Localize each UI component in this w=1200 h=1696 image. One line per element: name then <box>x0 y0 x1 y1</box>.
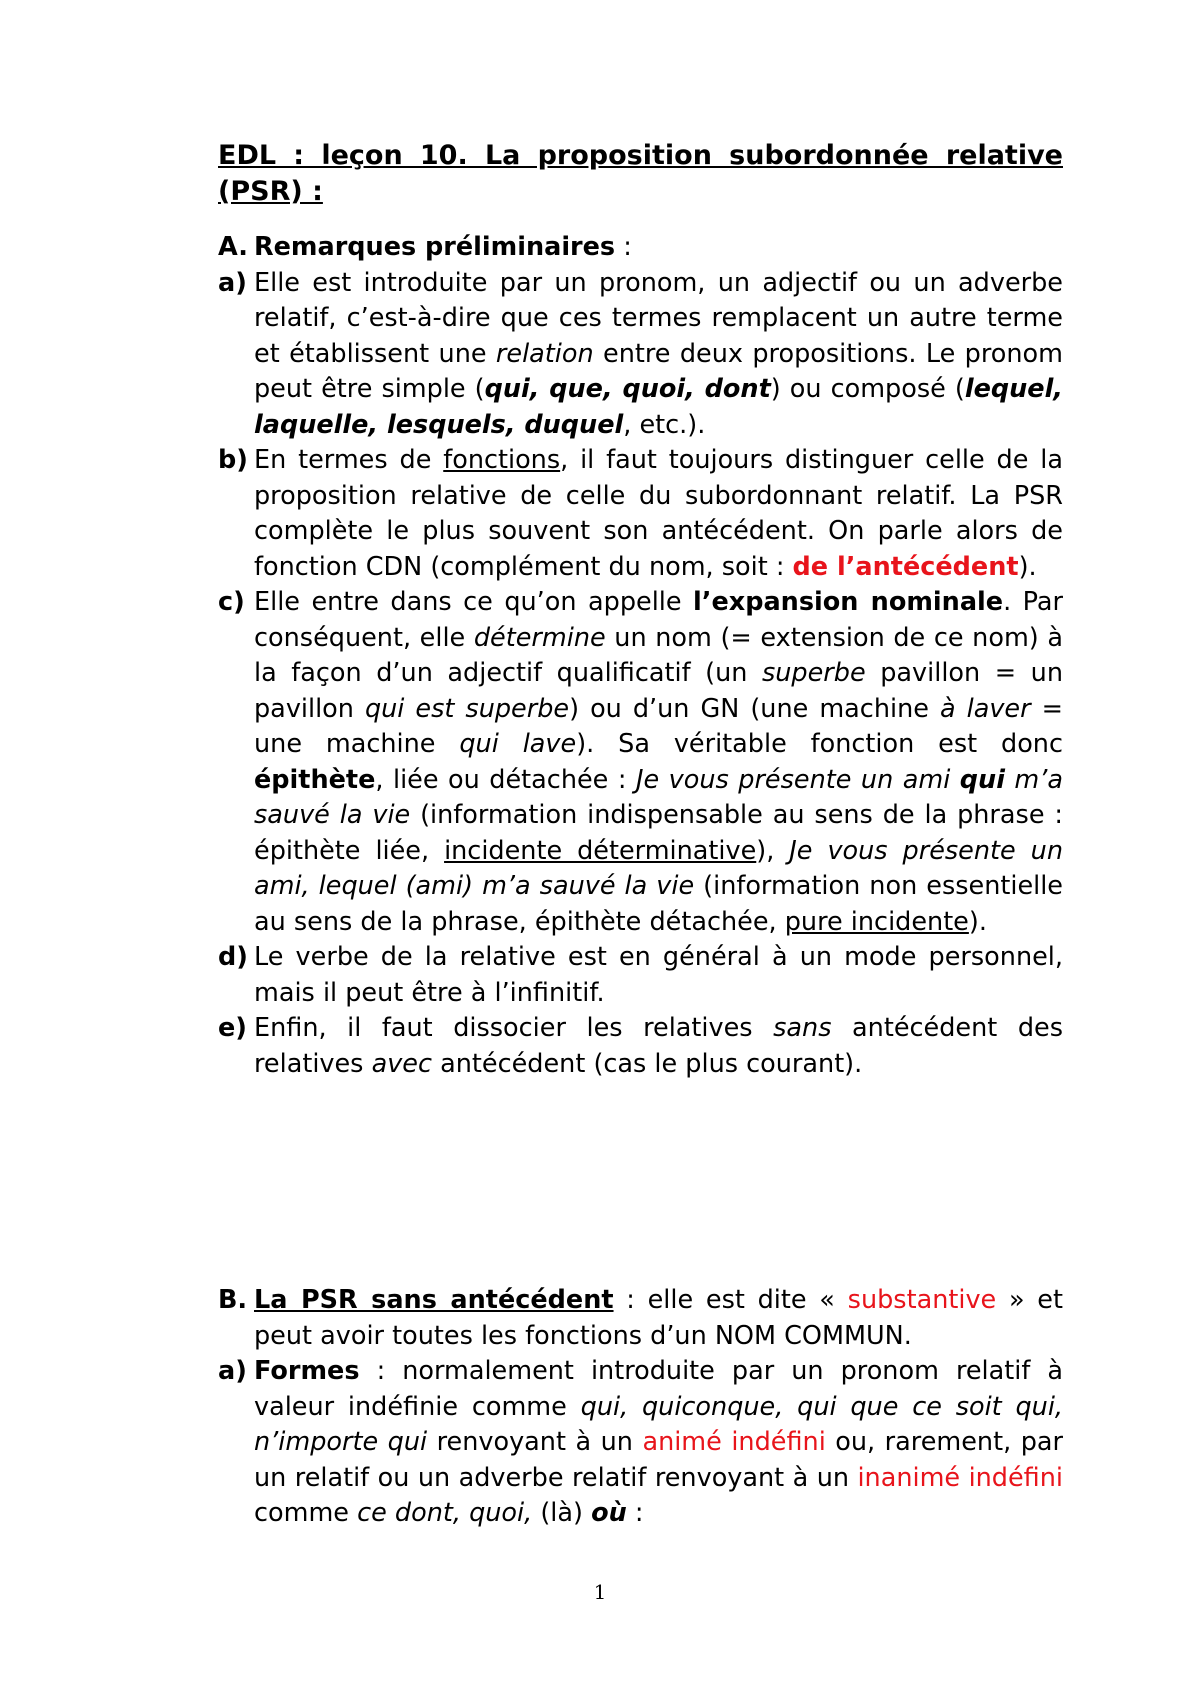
text-run: Enfin, il faut dissocier les relatives <box>254 1013 774 1043</box>
section-a <box>218 230 1063 1082</box>
text-run-underlined: pure incidente <box>784 906 969 937</box>
page-number: 1 <box>593 1580 607 1604</box>
text-run: (information non essentielle au sens de la phrase, épithète détachée, <box>254 871 1063 937</box>
text-run: » et peut avoir toutes les fonctions d’un NOM COMMUN. <box>254 1285 1063 1351</box>
section-b-label: B. <box>218 1285 248 1315</box>
list-item-label: c) <box>218 587 245 617</box>
text-run-bold-italic: où <box>591 1498 627 1528</box>
text-run: , il faut toujours distinguer celle de la proposition relative de celle du subordonnant relatif. La PSR complète le plus souvent son antécédent. On parle alors de fonction CDN (complément du nom, soit : <box>254 445 1063 582</box>
text-run-red: inanimé indéfini <box>857 1462 1063 1493</box>
list-item-text <box>254 1354 1063 1532</box>
section-a-heading <box>218 230 1063 266</box>
text-run-italic: Je vous présente un ami, lequel (ami) m’a sauvé la vie <box>254 835 1063 901</box>
text-run-italic: qui est superbe <box>364 693 570 724</box>
text-run: ). <box>968 906 987 937</box>
text-run-italic: avec <box>371 1048 433 1079</box>
text-run-bold-italic: qui, que, quoi, dont <box>484 374 771 404</box>
text-run: , liée ou détachée : <box>375 764 636 795</box>
list-item-label: e) <box>218 1013 247 1043</box>
text-run-red: animé indéfini <box>642 1427 826 1457</box>
section-a-title-tail: : <box>615 232 632 262</box>
list-item-label: a) <box>218 267 247 298</box>
text-run: Elle entre dans ce qu’on appelle <box>254 587 694 617</box>
list-item-e <box>218 1011 1063 1082</box>
list-item-label: b) <box>218 445 248 475</box>
page-title: EDL : leçon 10. La proposition subordonnée relative (PSR) : <box>218 140 1063 207</box>
text-run-italic: qui lave <box>459 729 577 759</box>
text-run: (information indispensable au sens de la phrase : épithète liée, <box>254 800 1064 866</box>
text-run-bold: Formes <box>254 1356 360 1386</box>
list-item-text <box>254 1011 1063 1082</box>
text-run: un nom (= extension de ce nom) à la façon d’un adjectif qualificatif (un <box>254 622 1063 688</box>
text-run: : elle est dite « <box>613 1285 848 1315</box>
text-run: ) ou d’un GN (une machine <box>569 693 940 724</box>
text-run: antécédent des relatives <box>254 1013 1063 1079</box>
text-run: ) ou composé ( <box>770 374 965 404</box>
list-item-c <box>218 585 1063 940</box>
text-run-italic: Je vous présente un ami <box>635 764 960 795</box>
section-b-title: La PSR sans antécédent <box>254 1285 614 1315</box>
text-run: ou, rarement, par un relatif ou un adverbe relatif renvoyant à un <box>254 1427 1063 1493</box>
text-run-bold-italic: qui <box>959 764 1005 795</box>
list-item-text <box>254 443 1063 585</box>
text-run-italic: détermine <box>473 622 606 653</box>
text-run: comme <box>254 1498 358 1528</box>
section-b <box>218 1283 1063 1532</box>
text-run: renvoyant à un <box>427 1427 643 1457</box>
list-item-d <box>218 940 1063 1011</box>
text-run: : normalement introduite par un pronom relatif à valeur indéfinie comme <box>254 1356 1063 1422</box>
text-run-underlined: incidente déterminative <box>444 835 757 866</box>
text-run-italic: relation <box>495 338 594 369</box>
list-item-label: a) <box>218 1356 247 1386</box>
text-run-italic: à laver <box>939 693 1031 724</box>
section-b-heading <box>218 1283 1063 1354</box>
text-run: : <box>626 1498 644 1528</box>
text-run-bold-italic: lequel, laquelle, lesquels, duquel <box>254 374 1063 440</box>
text-run-italic: m’a sauvé la vie <box>254 764 1063 830</box>
list-item-b <box>218 443 1063 585</box>
list-item-label: d) <box>218 942 248 972</box>
text-run: antécédent (cas le plus courant). <box>432 1048 863 1079</box>
text-run-underlined: fonctions <box>443 445 561 475</box>
list-item-b-a <box>218 1354 1063 1532</box>
text-run-italic: qui, quiconque, qui que ce soit qui, n’importe qui <box>254 1391 1064 1457</box>
text-run: = une machine <box>254 693 1063 759</box>
text-run-bold: l’expansion nominale <box>693 587 1004 617</box>
text-run: entre deux propositions. Le pronom peut être simple ( <box>254 338 1063 404</box>
text-run-red: substantive <box>847 1285 997 1315</box>
section-b-text <box>254 1283 1063 1354</box>
text-run-red-bold: de l’antécédent <box>792 551 1019 582</box>
text-run-italic: superbe <box>761 658 866 688</box>
text-run-italic: sans <box>773 1013 832 1043</box>
list-item-text <box>254 266 1063 444</box>
text-run-italic: ce dont, quoi, <box>357 1498 533 1528</box>
list-item-text <box>254 585 1063 940</box>
text-run: En termes de <box>254 445 444 475</box>
text-run: , etc.). <box>623 409 706 440</box>
text-run: Elle est introduite par un pronom, un adjectif ou un adverbe relatif, c’est-à-dire que ces termes remplacent un autre terme et établissent une <box>254 267 1063 369</box>
text-run: (là) <box>532 1498 592 1528</box>
text-run: ), <box>756 835 790 866</box>
text-run: ). <box>1018 551 1037 582</box>
text-run: pavillon = un pavillon <box>254 658 1063 724</box>
text-run: . Par conséquent, elle <box>254 587 1063 653</box>
list-item-a <box>218 266 1063 444</box>
text-run: ). Sa véritable fonction est donc <box>576 729 1063 759</box>
section-a-label: A. <box>218 232 248 262</box>
list-item-text: Le verbe de la relative est en général à un mode personnel, mais il peut être à l’infinitif. <box>254 942 1063 1008</box>
section-a-title: Remarques préliminaires <box>254 232 616 262</box>
text-run-bold: épithète <box>254 764 376 795</box>
